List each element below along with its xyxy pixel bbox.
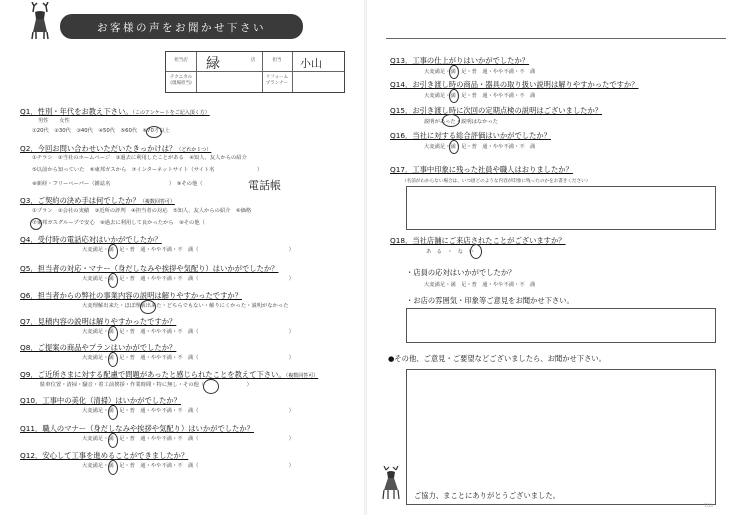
q9-answer-mark <box>203 379 219 394</box>
q17-answer-box[interactable] <box>406 186 716 230</box>
q5-options: 大変満足・満 足・普 通・やや不満・不 満（ ） <box>82 276 294 282</box>
q15-answer-mark <box>442 114 460 127</box>
q11-text: Q11．職人のマナー（身だしなみや挨拶や気配り）はいかがでしたか？ <box>20 424 254 433</box>
q4-text: Q4．受付時の電話応対はいかがでしたか？ <box>20 235 162 244</box>
q1-text: Q1．性別・年代をお教え下さい。（このアンケートをご記入頂く方） <box>20 107 210 116</box>
q2-other-handwritten: 電話帳 <box>248 179 281 192</box>
q7-options: 大変満足・満 足・普 通・やや不満・不 満（ ） <box>82 329 294 335</box>
other-comments-text: ●その他、ご意見・ご要望などございましたら、お聞かせ下さい。 <box>388 354 606 363</box>
label-tech: テクニカル (現場担当) <box>169 75 193 86</box>
q18-sub1-options: 大変満足・満 足・普 通・やや不満・不 満 <box>424 282 536 288</box>
q10-text: Q10．工事中の美化（清掃）はいかがでしたか？ <box>20 396 181 405</box>
q16-options: 大変満足・満 足・普 通・やや不満・不 満 <box>424 144 536 150</box>
deer-logo-icon <box>20 2 60 40</box>
q9-text: Q9．ご近所さまに対する配慮で問題があったと感じられたことを教えて下さい。（複数回答可） <box>20 370 319 379</box>
q3-text: Q3．ご契約の決め手は何でしたか？（複数回答可） <box>20 196 175 205</box>
q12-options: 大変満足・満 足・普 通・やや不満・不 満（ ） <box>82 463 294 469</box>
q17-text: Q17．工事中印象に残った社員や職人はおりましたか？ <box>390 165 573 174</box>
q13-options: 大変満足・満 足・普 通・やや不満・不 満 <box>424 69 536 75</box>
deer-illustration-icon <box>376 466 406 500</box>
other-comments-box[interactable] <box>406 369 716 505</box>
store-value: 緑 <box>206 56 220 72</box>
page-number: 7/10 <box>704 503 713 508</box>
q13-text: Q13．工事の仕上がりはいかがでしたか？ <box>390 56 530 65</box>
q10-options: 大変満足・満 足・普 通・やや不満・不 満（ ） <box>82 408 294 414</box>
q18-options: あ る ・ な い <box>426 249 474 255</box>
q7-text: Q7．見積内容の説明は解りやすかったですか？ <box>20 317 177 326</box>
q8-options: 大変満足・満 足・普 通・やや不満・不 満（ ） <box>82 355 294 361</box>
staff-info-table <box>165 51 345 93</box>
left-page <box>0 0 366 515</box>
q2-line1: ①チラシ ②当社のホームページ ③過去に利用したことがある ④知人、友人からの紹介 <box>32 155 247 161</box>
q12-text: Q12．安心して工事を進めることができましたか？ <box>20 451 189 460</box>
q6-answer-mark <box>140 300 156 314</box>
q14-answer-mark <box>449 89 459 103</box>
label-store-suffix: 店 <box>250 58 256 63</box>
q18-sub2-text: ・お店の雰囲気・印象等ご意見をお聞かせ下さい。 <box>406 296 574 305</box>
label-store: 担当店 <box>174 58 188 63</box>
q3-line2: ⑦東邦ガスグループで安心 ⑧過去に利用して良かったから ⑨その他（ <box>32 220 205 226</box>
q8-answer-mark <box>108 352 118 367</box>
q2-text: Q2．今回お問い合わせいただいたきっかけは？（どれか１つ） <box>20 144 212 153</box>
q9-options: 駐車位置・清掃・騒音・着工前挨拶・作業時間・特に無し・その他（ ） <box>40 382 252 388</box>
label-planner: リフォーム プランナー <box>265 75 289 86</box>
q4-options: 大変満足・満 足・普 通・やや不満・不 満（ ） <box>82 247 294 253</box>
q18-text: Q18．当社店舗にご来店されたことがございますか？ <box>390 236 566 245</box>
q1-answer-mark <box>146 126 162 138</box>
q5-text: Q5．担当者の対応・マナー（身だしなみや挨拶や気配り）はいかがでしたか？ <box>20 264 279 273</box>
q17-note: （名前がわからない場合は、いつ頃どのような内容が印象に残ったのかをお書きください） <box>402 179 591 184</box>
q11-options: 大変満足・満 足・普 通・やや不満・不 満（ ） <box>82 436 294 442</box>
q2-line2: ⑤以前から知っていた ⑥東邦ガスから ⑦インターネットサイト（サイト名 ） <box>32 167 263 173</box>
q8-text: Q8．ご提案の商品やプランはいかがでしたか？ <box>20 343 177 352</box>
q3-answer-mark <box>30 218 42 230</box>
q14-options: 大変満足・満 足・普 通・やや不満・不 満 <box>424 93 536 99</box>
q18-answer-box[interactable] <box>406 308 716 343</box>
q16-text: Q16．当社に対する総合評価はいかがでしたか？ <box>390 131 551 140</box>
q2-line3: ⑧新経・フリーペーパー（雑誌名 ） ⑨その他（ <box>32 181 203 187</box>
q18-sub1-text: ・店員の応対はいかがでしたか？ <box>406 268 516 277</box>
q5-answer-mark <box>108 273 118 288</box>
title-banner <box>60 14 303 39</box>
label-staff: 担当 <box>272 58 282 63</box>
thanks-message: ご協力、まことにありがとうございました。 <box>414 491 560 500</box>
q10-answer-mark <box>108 405 118 420</box>
right-page <box>366 0 733 515</box>
q1-age: ①20代 ②30代 ③40代 ④50代 ⑤60代 ⑥70才以上 <box>32 128 170 134</box>
q14-text: Q14．お引き渡し時の商品・器具の取り扱い説明は解りやすかったですか？ <box>390 80 639 89</box>
q18-answer-mark <box>470 244 482 259</box>
q13-answer-mark <box>449 65 459 79</box>
q3-line1: ①プラン ②会社の実績 ③近所の評判 ④担当者の対応 ⑤知人、友人からの紹介 ⑥価格 <box>32 208 252 214</box>
q11-answer-mark <box>108 433 118 448</box>
q16-answer-mark <box>449 140 459 154</box>
q6-options: 大変理解出来た・ほぼ理解出来た・どちらでもない・解りにくかった・説明がなかった <box>82 303 289 309</box>
q6-text: Q6．担当者からの弊社の事業内容の説明は解りやすかったですか？ <box>20 291 242 300</box>
q7-answer-mark <box>108 326 118 341</box>
q1-gender: 男性 女性 <box>38 118 70 124</box>
staff-value: 小山 <box>300 57 322 70</box>
page-title: お客様の声をお聞かせ下さい <box>97 22 266 34</box>
q15-text: Q15．お引き渡し時に次回の定期点検の説明はございましたか？ <box>390 106 603 115</box>
header-rule <box>386 38 726 39</box>
q4-answer-mark <box>108 244 118 259</box>
q12-answer-mark <box>108 460 118 475</box>
q15-options: 説明があった・説明はなかった <box>424 119 499 125</box>
